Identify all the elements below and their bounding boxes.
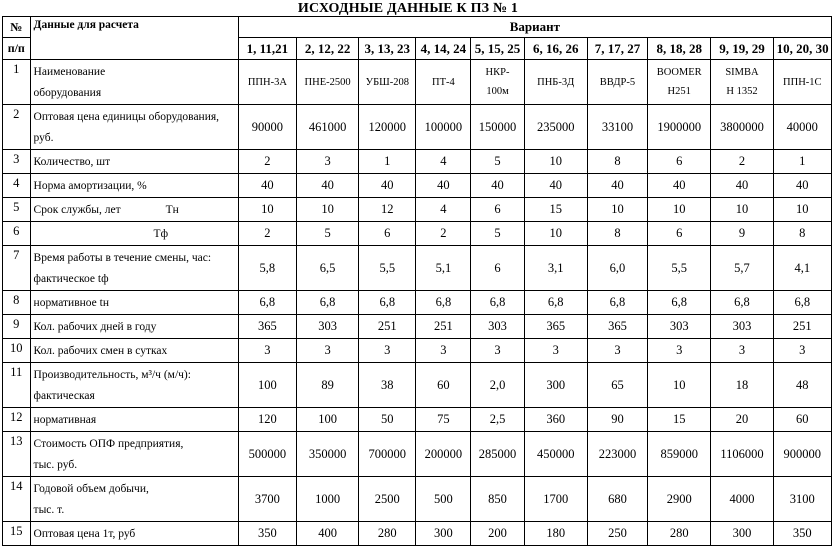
cell: 365 (587, 315, 647, 339)
cell: 400 (296, 522, 358, 546)
cell: 461000 (296, 105, 358, 150)
table-row (3, 291, 832, 315)
cell: 5,1 (416, 246, 471, 291)
cell: ПНЕ-2500 (296, 60, 358, 105)
cell: НКР- 100м (471, 60, 524, 105)
cell: 75 (416, 408, 471, 432)
cell: 2 (416, 222, 471, 246)
cell: 40 (524, 174, 587, 198)
table-row (3, 174, 832, 198)
cell: 300 (524, 363, 587, 408)
cell: 3 (587, 339, 647, 363)
cell: 38 (359, 363, 416, 408)
row-number: 4 (3, 174, 31, 198)
cell: 850 (471, 477, 524, 522)
cell: 90000 (238, 105, 296, 150)
cell: 10 (524, 222, 587, 246)
cell: 500 (416, 477, 471, 522)
row-number: 6 (3, 222, 31, 246)
variant-8: 8, 18, 28 (648, 38, 711, 60)
cell: 5,8 (238, 246, 296, 291)
cell: 40 (773, 174, 831, 198)
row-number: 14 (3, 477, 31, 522)
cell: 6 (648, 222, 711, 246)
cell: 3 (711, 339, 773, 363)
row-number: 2 (3, 105, 31, 150)
variant-4: 4, 14, 24 (416, 38, 471, 60)
cell: 40 (648, 174, 711, 198)
cell: 5,7 (711, 246, 773, 291)
cell: ПТ-4 (416, 60, 471, 105)
cell: 4,1 (773, 246, 831, 291)
cell: 251 (416, 315, 471, 339)
cell: ПНБ-3Д (524, 60, 587, 105)
cell: 8 (773, 222, 831, 246)
cell: 250 (587, 522, 647, 546)
cell: 40 (238, 174, 296, 198)
variant-6: 6, 16, 26 (524, 38, 587, 60)
cell: 6,8 (416, 291, 471, 315)
row-label: Срок службы, лет Тн (30, 198, 238, 222)
cell: 700000 (359, 432, 416, 477)
cell: 1106000 (711, 432, 773, 477)
row-number: 11 (3, 363, 31, 408)
cell: 280 (359, 522, 416, 546)
variant-1: 1, 11,21 (238, 38, 296, 60)
cell: 9 (711, 222, 773, 246)
cell: 18 (711, 363, 773, 408)
cell: 8 (587, 150, 647, 174)
cell: 300 (711, 522, 773, 546)
cell: 6,8 (296, 291, 358, 315)
cell: 350000 (296, 432, 358, 477)
number-header: № (3, 17, 31, 38)
cell: 40 (296, 174, 358, 198)
cell: 365 (238, 315, 296, 339)
table-row (3, 477, 832, 522)
cell: ВВДР-5 (587, 60, 647, 105)
cell: 5 (471, 150, 524, 174)
cell: 303 (648, 315, 711, 339)
cell: 3 (524, 339, 587, 363)
row-label: Тф (30, 222, 238, 246)
cell: 5 (296, 222, 358, 246)
cell: BOOMER H251 (648, 60, 711, 105)
cell: 350 (238, 522, 296, 546)
cell: ППН-1С (773, 60, 831, 105)
table-row (3, 432, 832, 477)
cell: 12 (359, 198, 416, 222)
cell: 285000 (471, 432, 524, 477)
cell: 10 (648, 198, 711, 222)
row-label: Стоимость ОПФ предприятия, тыс. руб. (30, 432, 238, 477)
cell: 3800000 (711, 105, 773, 150)
cell: 6 (471, 246, 524, 291)
cell: 303 (711, 315, 773, 339)
cell: 5 (471, 222, 524, 246)
cell: 200 (471, 522, 524, 546)
row-number: 7 (3, 246, 31, 291)
cell: ППН-3А (238, 60, 296, 105)
cell: 3 (648, 339, 711, 363)
variant-3: 3, 13, 23 (359, 38, 416, 60)
cell: 4 (416, 150, 471, 174)
table-row (3, 315, 832, 339)
cell: 3 (773, 339, 831, 363)
row-label: Производительность, м³/ч (м/ч): фактическая (30, 363, 238, 408)
cell: 40000 (773, 105, 831, 150)
row-label: Оптовая цена единицы оборудования, руб. (30, 105, 238, 150)
cell: 859000 (648, 432, 711, 477)
cell: 3 (471, 339, 524, 363)
row-label: Время работы в течение смены, час: фактическое tф (30, 246, 238, 291)
cell: 3100 (773, 477, 831, 522)
variant-5: 5, 15, 25 (471, 38, 524, 60)
cell: 100 (296, 408, 358, 432)
row-label: Оптовая цена 1т, руб (30, 522, 238, 546)
cell: 680 (587, 477, 647, 522)
cell: 1000 (296, 477, 358, 522)
cell: 6 (471, 198, 524, 222)
cell: 900000 (773, 432, 831, 477)
row-label: нормативное tн (30, 291, 238, 315)
cell: 280 (648, 522, 711, 546)
cell: 251 (359, 315, 416, 339)
page-title: ИСХОДНЫЕ ДАННЫЕ К ПЗ № 1 (297, 1, 519, 16)
cell: 500000 (238, 432, 296, 477)
cell: 1700 (524, 477, 587, 522)
cell: 10 (773, 198, 831, 222)
cell: 60 (773, 408, 831, 432)
row-number: 8 (3, 291, 31, 315)
cell: 50 (359, 408, 416, 432)
table-row (3, 522, 832, 546)
header-row-1 (3, 17, 832, 38)
cell: 3 (296, 150, 358, 174)
row-number: 12 (3, 408, 31, 432)
cell: 450000 (524, 432, 587, 477)
cell: 300 (416, 522, 471, 546)
cell: 6,8 (711, 291, 773, 315)
cell: SIMBA H 1352 (711, 60, 773, 105)
cell: 3700 (238, 477, 296, 522)
cell: 4 (416, 198, 471, 222)
variant-9: 9, 19, 29 (711, 38, 773, 60)
row-label: Кол. рабочих дней в году (30, 315, 238, 339)
cell: 100000 (416, 105, 471, 150)
cell: 2 (238, 150, 296, 174)
row-number: 9 (3, 315, 31, 339)
cell: 303 (296, 315, 358, 339)
cell: 6,8 (238, 291, 296, 315)
cell: 180 (524, 522, 587, 546)
cell: 40 (416, 174, 471, 198)
cell: 2 (238, 222, 296, 246)
cell: 3,1 (524, 246, 587, 291)
cell: УБШ-208 (359, 60, 416, 105)
cell: 6,8 (524, 291, 587, 315)
cell: 223000 (587, 432, 647, 477)
table-row (3, 222, 832, 246)
cell: 1 (359, 150, 416, 174)
cell: 6,8 (359, 291, 416, 315)
cell: 303 (471, 315, 524, 339)
cell: 89 (296, 363, 358, 408)
data-header: Данные для расчета (30, 17, 238, 60)
row-label: Кол. рабочих смен в сутках (30, 339, 238, 363)
row-label: Норма амортизации, % (30, 174, 238, 198)
row-label: нормативная (30, 408, 238, 432)
table-row (3, 60, 832, 105)
cell: 3 (296, 339, 358, 363)
row-label: Количество, шт (30, 150, 238, 174)
cell: 40 (587, 174, 647, 198)
table-row (3, 246, 832, 291)
cell: 360 (524, 408, 587, 432)
cell: 1 (773, 150, 831, 174)
cell: 4000 (711, 477, 773, 522)
cell: 2900 (648, 477, 711, 522)
row-number: 3 (3, 150, 31, 174)
table-row (3, 105, 832, 150)
variant-2: 2, 12, 22 (296, 38, 358, 60)
cell: 3 (359, 339, 416, 363)
cell: 5,5 (359, 246, 416, 291)
cell: 2 (711, 150, 773, 174)
cell: 3 (238, 339, 296, 363)
table-row (3, 150, 832, 174)
cell: 15 (524, 198, 587, 222)
cell: 235000 (524, 105, 587, 150)
table-row (3, 339, 832, 363)
cell: 40 (711, 174, 773, 198)
cell: 350 (773, 522, 831, 546)
table-row (3, 198, 832, 222)
cell: 60 (416, 363, 471, 408)
row-label: Наименование оборудования (30, 60, 238, 105)
cell: 251 (773, 315, 831, 339)
variant-7: 7, 17, 27 (587, 38, 647, 60)
cell: 200000 (416, 432, 471, 477)
cell: 65 (587, 363, 647, 408)
cell: 10 (648, 363, 711, 408)
cell: 6 (648, 150, 711, 174)
cell: 33100 (587, 105, 647, 150)
cell: 6,8 (773, 291, 831, 315)
cell: 6,5 (296, 246, 358, 291)
cell: 6 (359, 222, 416, 246)
cell: 10 (524, 150, 587, 174)
cell: 6,0 (587, 246, 647, 291)
cell: 6,8 (587, 291, 647, 315)
cell: 100 (238, 363, 296, 408)
cell: 10 (238, 198, 296, 222)
cell: 40 (359, 174, 416, 198)
number-header-sub: п/п (3, 38, 31, 60)
table-row (3, 363, 832, 408)
cell: 10 (711, 198, 773, 222)
row-number: 1 (3, 60, 31, 105)
cell: 150000 (471, 105, 524, 150)
cell: 5,5 (648, 246, 711, 291)
cell: 2,5 (471, 408, 524, 432)
row-number: 15 (3, 522, 31, 546)
row-label: Годовой объем добычи, тыс. т. (30, 477, 238, 522)
cell: 10 (587, 198, 647, 222)
cell: 48 (773, 363, 831, 408)
variant-header: Вариант (238, 17, 831, 38)
row-number: 13 (3, 432, 31, 477)
cell: 2,0 (471, 363, 524, 408)
cell: 15 (648, 408, 711, 432)
cell: 6,8 (648, 291, 711, 315)
cell: 365 (524, 315, 587, 339)
cell: 120000 (359, 105, 416, 150)
cell: 20 (711, 408, 773, 432)
table-row (3, 408, 832, 432)
cell: 1900000 (648, 105, 711, 150)
cell: 2500 (359, 477, 416, 522)
cell: 90 (587, 408, 647, 432)
row-number: 5 (3, 198, 31, 222)
cell: 3 (416, 339, 471, 363)
cell: 120 (238, 408, 296, 432)
cell: 8 (587, 222, 647, 246)
source-data-table (2, 16, 832, 546)
cell: 6,8 (471, 291, 524, 315)
cell: 10 (296, 198, 358, 222)
row-number: 10 (3, 339, 31, 363)
cell: 40 (471, 174, 524, 198)
variant-10: 10, 20, 30 (773, 38, 831, 60)
